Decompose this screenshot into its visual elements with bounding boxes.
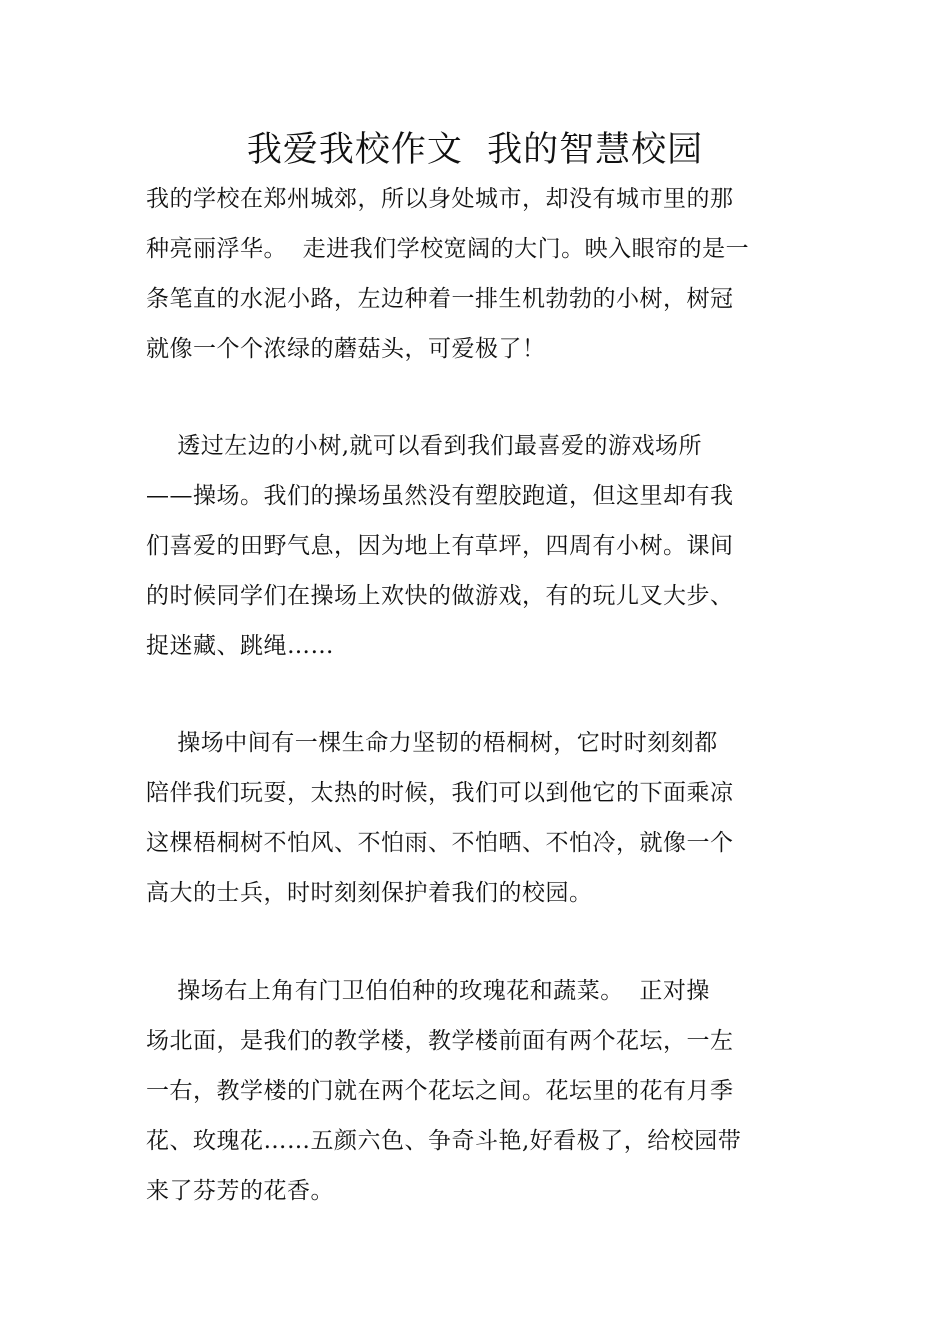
paragraph-line: 操场右上角有门卫伯伯种的玫瑰花和蔬菜。 正对操: [146, 978, 710, 1004]
paragraph-line: 条笔直的水泥小路，左边种着一排生机勃勃的小树，树冠: [146, 286, 734, 312]
paragraph-line: 场北面，是我们的教学楼，教学楼前面有两个花坛，一左: [146, 1028, 734, 1054]
paragraph-line: 透过左边的小树,就可以看到我们最喜爱的游戏场所: [146, 433, 703, 459]
paragraph-line: 的时候同学们在操场上欢快的做游戏，有的玩儿叉大步、: [146, 583, 734, 609]
paragraph-3: [146, 718, 816, 918]
paragraph-line: 就像一个个浓绿的蘑菇头，可爱极了！: [146, 336, 546, 362]
paragraph-line: 陪伴我们玩耍，太热的时候，我们可以到他它的下面乘凉: [146, 780, 734, 806]
document-title: 我爱我校作文 我的智慧校园: [246, 130, 704, 170]
paragraph-line: 一右，教学楼的门就在两个花坛之间。花坛里的花有月季: [146, 1078, 734, 1104]
paragraph-line: 这棵梧桐树不怕风、不怕雨、不怕晒、不怕冷，就像一个: [146, 830, 734, 856]
paragraph-line: 来了芬芳的花香。: [146, 1178, 334, 1204]
paragraph-4: [146, 966, 816, 1216]
paragraph-1: [146, 174, 816, 374]
paragraph-line: 我的学校在郑州城郊，所以身处城市，却没有城市里的那: [146, 186, 734, 212]
paragraph-line: 花、玫瑰花……五颜六色、争奇斗艳,好看极了，给校园带: [146, 1128, 742, 1154]
paragraph-line: 种亮丽浮华。 走进我们学校宽阔的大门。映入眼帘的是一: [146, 236, 750, 262]
paragraph-2: [146, 421, 816, 671]
paragraph-line: ——操场。我们的操场虽然没有塑胶跑道，但这里却有我: [146, 483, 734, 509]
paragraph-line: 高大的士兵，时时刻刻保护着我们的校园。: [146, 880, 593, 906]
paragraph-line: 们喜爱的田野气息，因为地上有草坪，四周有小树。课间: [146, 533, 734, 559]
paragraph-line: 捉迷藏、跳绳……: [146, 633, 334, 659]
paragraph-line: 操场中间有一棵生命力坚韧的梧桐树，它时时刻刻都: [146, 730, 718, 756]
